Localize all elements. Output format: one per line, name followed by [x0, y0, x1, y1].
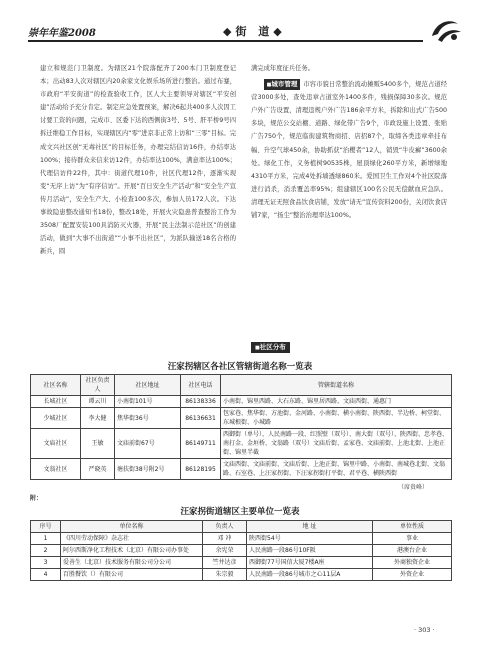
yearbook-title: 崇年年鉴2008 — [28, 28, 96, 39]
right-column — [251, 62, 447, 222]
table-cell: 86149711 — [181, 429, 221, 459]
header-cell: 单位名称 — [61, 521, 203, 533]
table-cell: 2 — [31, 545, 61, 557]
city-management-tag: ■ 城市管理 — [264, 79, 301, 90]
table-cell: 百胜餐饮（）有限公司 — [61, 569, 203, 581]
header-cell: 社区电话 — [181, 375, 221, 396]
page-number: · 303 · — [414, 626, 435, 634]
community-distribution-tag: ■ 社区分布 — [251, 342, 290, 353]
header-cell: 管辖街道名称 — [221, 375, 452, 396]
table-row — [31, 396, 452, 408]
table-cell: 人民南路一段86号城市之心11层A — [247, 569, 373, 581]
header-cell: 单位性质 — [373, 521, 452, 533]
section-title: ◆街 道◆ — [223, 25, 286, 38]
header-cell: 社区名称 — [31, 375, 81, 396]
left-column — [40, 62, 236, 258]
table-row — [31, 408, 452, 429]
table-cell: 86136631 — [181, 408, 221, 429]
table-cell: 西御街77号国信大厦7楼A座 — [247, 557, 373, 569]
header-cell: 社区地址 — [115, 375, 181, 396]
table-cell: 塘扶街38号附2号 — [115, 459, 181, 480]
table1-title: 汪家拐辖区各社区管辖街道名称一览表 — [167, 362, 313, 372]
community-table — [30, 374, 452, 480]
city-management-text: 市容市貌日常整治流动摊贩5400多个，规范占道经营3000多处，查处违章占道室外1400多件，残损保障30多次。规范户外广告设置，清理违规户外广告186余平方米，拆除和出式广告500多块，规范公交站棚、道路、绿化带广告9个，市政设施上设置、张贴广告750个，规范临街建筑物商招、店招87个，取缔各类违章牵挂布幅、升空气球450余，协助抓获“治樱者”12人，销毁“牛皮癣”3600余处。绿化工作，义务植树90535株，屋顶绿化260平方米，新增绿地4310平方米，完成4处拆墙透绿860米。爱国卫生工作对4个社区院落进行消杀，消杀覆盖率95%；组建辖区100名公民无偿献血应急队。清理无证无照食品饮食店铺，发放“请无”宣传资料200份，关闭饮食店铺7家，“扬尘”整治治理率达100%。 — [251, 81, 447, 220]
table-cell: 4 — [31, 569, 61, 581]
table-cell: 事业 — [373, 533, 452, 545]
table-cell: 《四川劳动保障》杂志社 — [61, 533, 203, 545]
header-cell: 社区负责人 — [81, 375, 115, 396]
table-cell: 外商独资企业 — [373, 557, 452, 569]
table-header-row — [31, 375, 452, 396]
table-row — [31, 545, 452, 557]
page-header — [28, 20, 464, 46]
table-cell: 长城社区 — [31, 396, 81, 408]
table-row — [31, 533, 452, 545]
table2-title: 汪家拐街道辖区主要单位一览表 — [180, 507, 300, 517]
table-cell: 爱善生（北京）技术服务有限公司分公司 — [61, 557, 203, 569]
table-row — [31, 429, 452, 459]
table-cell: 焦华街36号 — [115, 408, 181, 429]
right-paragraph-1: 满完成年度征兵任务。 — [251, 65, 314, 72]
appendix-label: 附： — [30, 495, 43, 502]
table-cell: 86128195 — [181, 459, 221, 480]
table-cell: 西御街（单号）、人民南路一段、红照壁（双号）、南大街（双号）、陕西街、忠孝巷、南打金、金垣桥、文翁路（双号）文庙后街、孟家巷、文庙前街、上池北街、上池正街、锦里半截 — [221, 429, 452, 459]
table-cell: 文庙西街、文庙前街、文庙后街、上池正街、锦里中路、小南街、南城巷北街、文翁路、石室巷、上汪家拐街、下汪家拐街打平街、君平巷、横陕西街 — [221, 459, 452, 480]
city-management-paragraph — [251, 78, 447, 222]
table-cell: 李大健 — [81, 408, 115, 429]
table-cell: 小南街、锦里西路、大石东路、锦里居西路、文庙西街、通惠门 — [221, 396, 452, 408]
table-cell: 1 — [31, 533, 61, 545]
header-cell: 序号 — [31, 521, 61, 533]
header-rule — [28, 40, 423, 42]
table-cell: 文庙社区 — [31, 429, 81, 459]
table-row — [31, 459, 452, 480]
table-cell: 阿尔西斯净化工程技术（北京）有限公司办事处 — [61, 545, 203, 557]
table-cell: 3 — [31, 557, 61, 569]
table-cell: 小南街101号 — [115, 396, 181, 408]
table-cell: 少城社区 — [31, 408, 81, 429]
table-row — [31, 557, 452, 569]
header-cell: 地 址 — [247, 521, 373, 533]
table-cell: 港澳台企业 — [373, 545, 452, 557]
table-cell: 邓 冲 — [203, 533, 247, 545]
decorative-logo-icon — [428, 16, 464, 44]
table-header-row — [31, 521, 452, 533]
units-table — [30, 520, 452, 581]
author-note: （席贵峰） — [398, 484, 429, 491]
table-cell: 包家巷、焦华街、方池街、金河路、小南街、横小南街、陕西街、半边桥、柯堂街、东城根街、小城路 — [221, 408, 452, 429]
table-cell: 严晓英 — [81, 459, 115, 480]
left-paragraph: 建立和规范门卫制度。为辖区21个院落配齐了200本门卫制度登记本；出动83人次对辖区内20余家文化娱乐场所进行整治。通过布蹇，市政府“平安街道”的检查验收工作，区人大主要领导对辖区“平安创建”活动给予充分肯定。制定应急处置预案，解决6起共400多人次因工讨要工资的问题，完成市、区委下达的西侧街3号、5号、肝平桥9号四拆迁维稳工作目标，实现辖区内“零”进京非正常上访和“三零”目标。完成文兴社区创“无毒社区”的目标任务，办理完结信访16件，办结率达100%；接待群众来信来访12件，办结率达100%，满意率达100%；代理信访件22件，其中：街道代理10件，社区代理12件，逐渐实现变“无序上访”为“有序信访”。开展“百日安全生产活动”和“安全生产宣传月活动”，安全生产大、小检查100多次，参加人员172人次。下达事故隐患整改通知书18份，整改18处，开展火灾隐患普查整治工作为3508厂配置安装100具消防灭火器，开展“民主法制示范社区”的创建活动，做到“大事不出街道”“小事不出社区”，为派队输送18名合格的新兵，圆 — [40, 65, 236, 256]
table-cell: 人民南路一段86号10F阪 — [247, 545, 373, 557]
table-cell: 朱宗毅 — [203, 569, 247, 581]
table-cell: 外资企业 — [373, 569, 452, 581]
table-cell: 文翁社区 — [31, 459, 81, 480]
table-cell: 竺井达彦 — [203, 557, 247, 569]
table-cell: 王敏 — [81, 429, 115, 459]
table-row — [31, 569, 452, 581]
table-cell: 陕西街54号 — [247, 533, 373, 545]
table-cell: 文庙前街67号 — [115, 429, 181, 459]
table-cell: 86138336 — [181, 396, 221, 408]
header-cell: 负责人 — [203, 521, 247, 533]
table-cell: 余宪荣 — [203, 545, 247, 557]
table-cell: 谭云川 — [81, 396, 115, 408]
